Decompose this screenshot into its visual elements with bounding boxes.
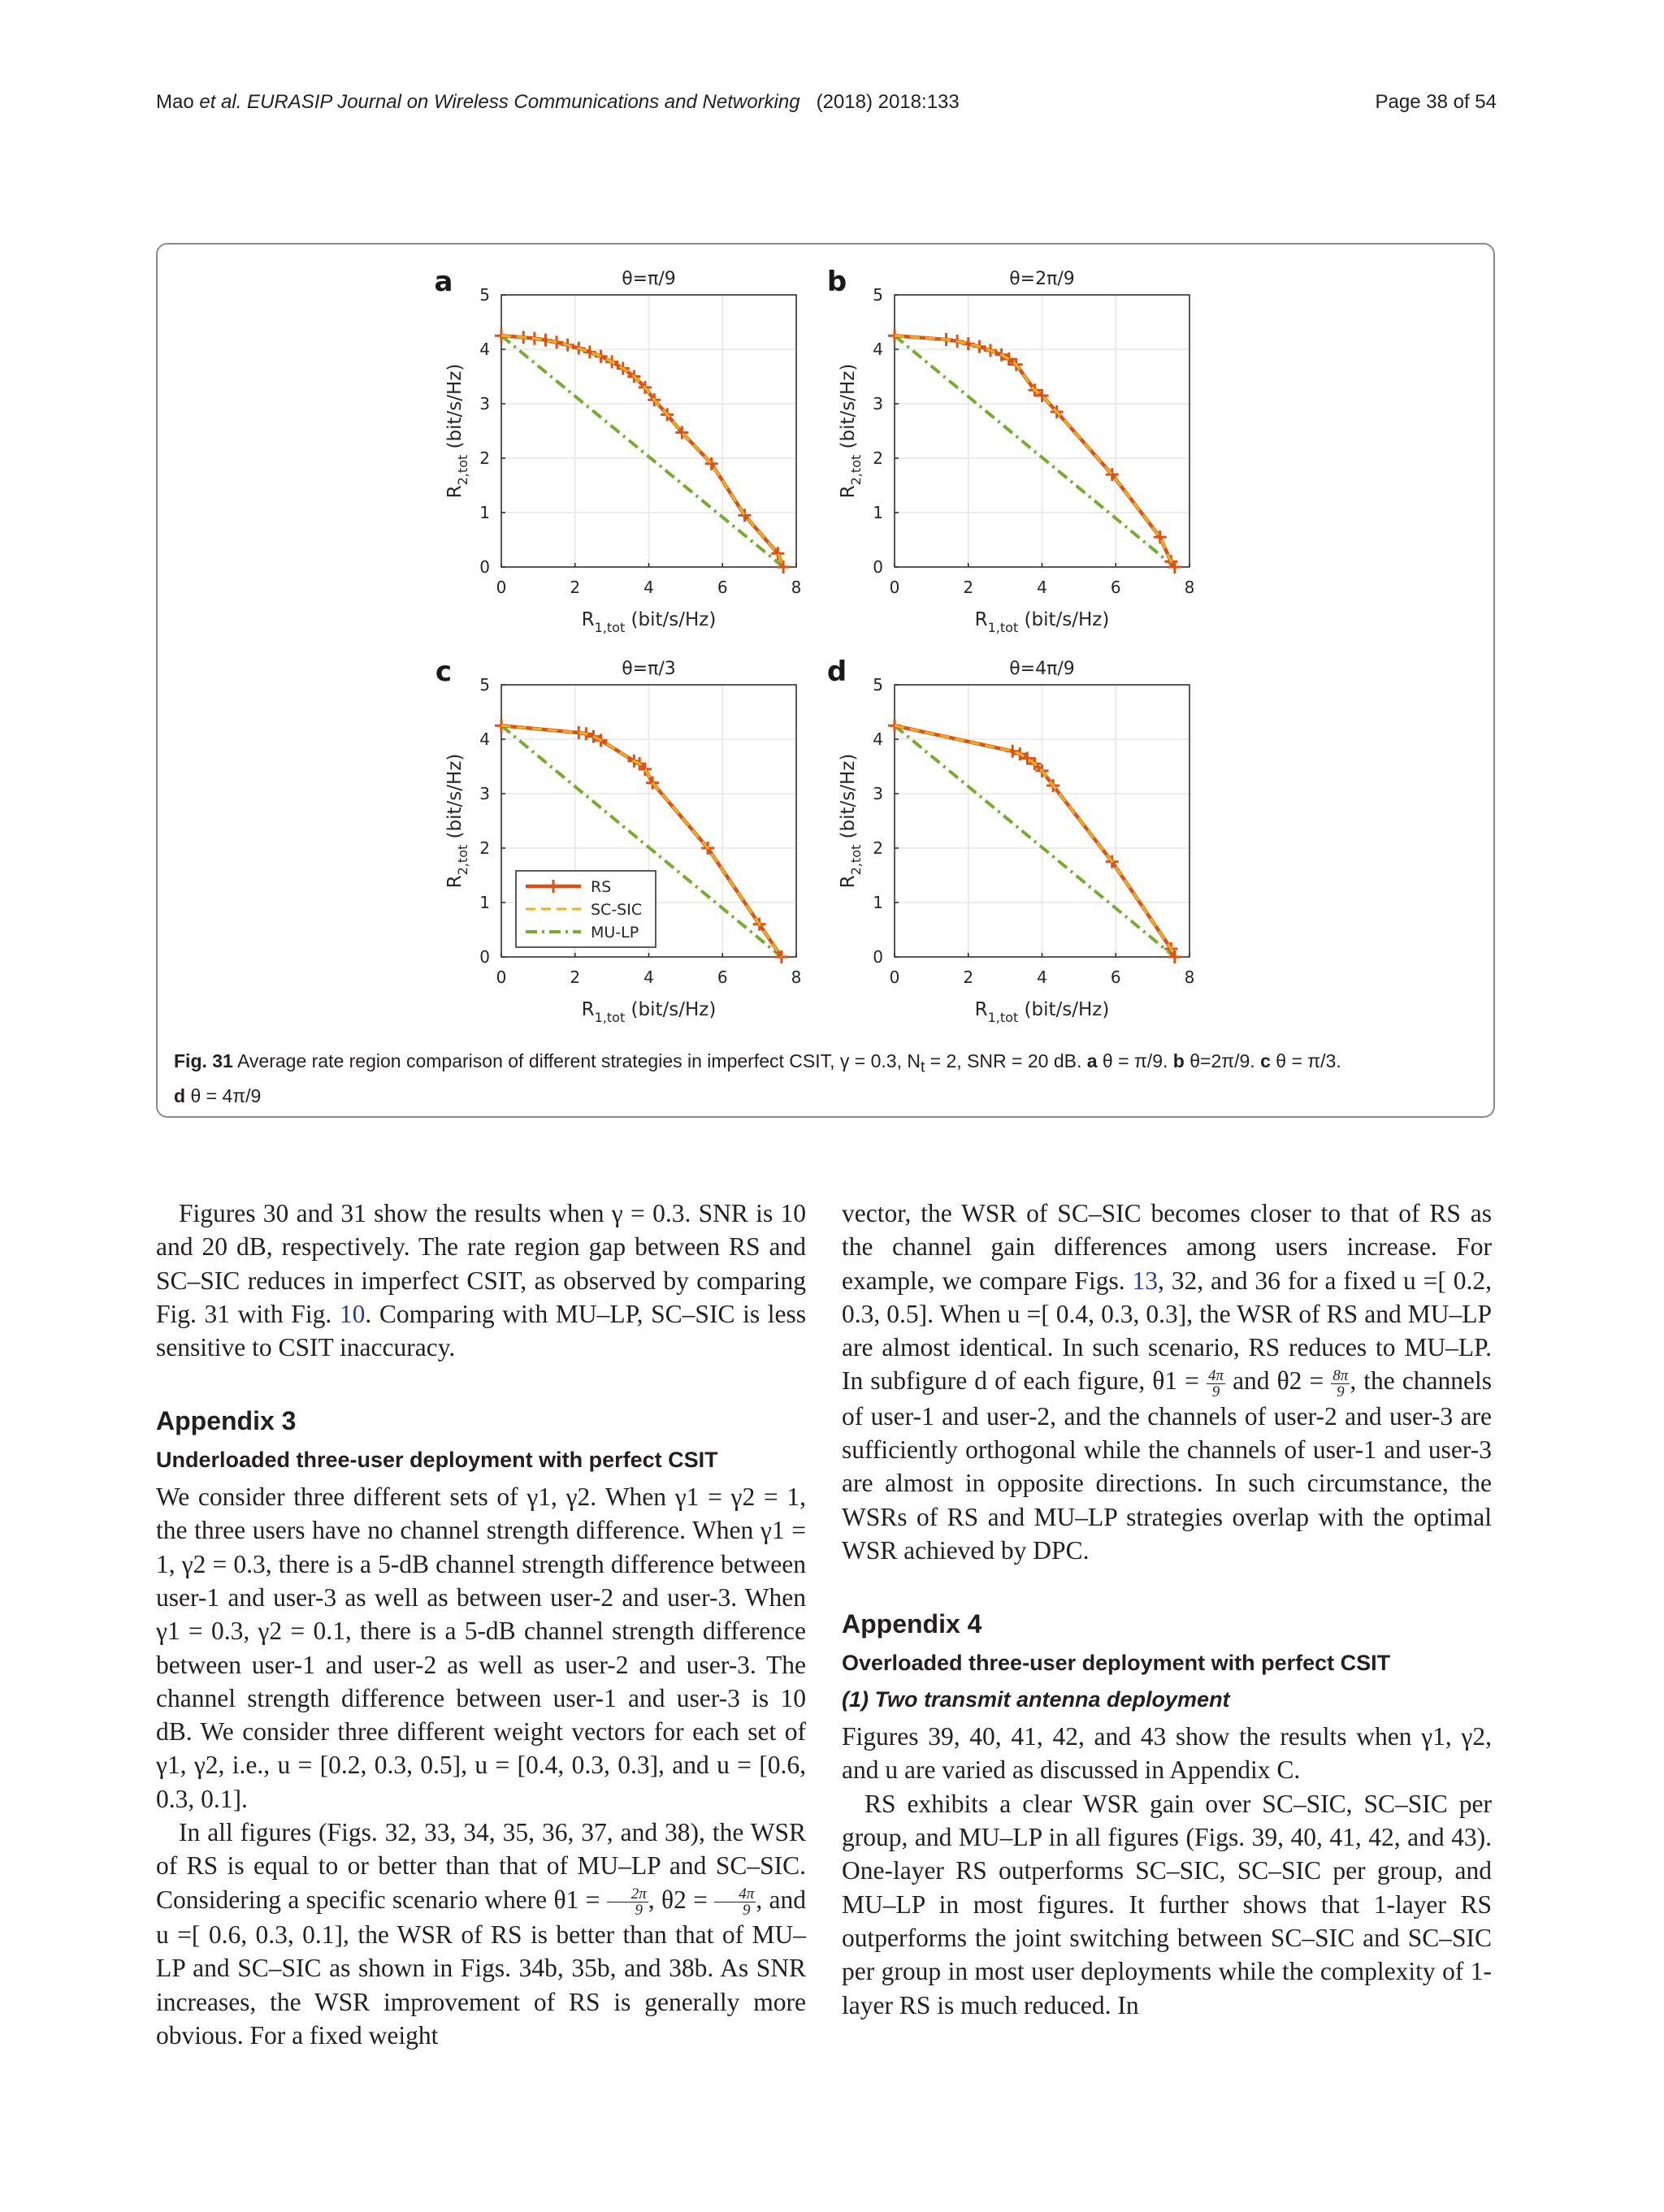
page-number: Page 38 of 54 [1375, 91, 1497, 113]
section-heading: Appendix 4 [842, 1609, 982, 1639]
panel-d-x-axis-label: $R_{1,tot}$ (bit/s/Hz) [974, 999, 1110, 1025]
panel-c-y-tick-label: 3 [479, 784, 490, 803]
paragraph: RS exhibits a clear WSR gain over SC–SIC, SC–SIC per group, and MU–LP in all figures (Figs. 39, 40, 41, 42, and 43). One-layer RS outperforms SC–SIC, SC–SIC per group, and MU–LP in most figures. It further shows that 1-layer RS outperforms the joint switching between SC–SIC and SC–SIC per group in most user deployments while the complexity of 1-layer RS is much reduced. In [842, 1789, 1492, 2019]
panel-d-y-tick-label: 5 [873, 675, 883, 695]
panel-c-y-tick-label: 2 [479, 838, 490, 858]
panel-a-x-tick-label: 2 [570, 578, 581, 597]
panel-c-x-tick-label: 0 [496, 967, 507, 987]
fraction: $\frac{2\pi}{9}$ [607, 1886, 648, 1918]
panel-a-y-tick-label: 0 [479, 557, 490, 577]
panel-c-x-tick-label: 6 [717, 967, 728, 987]
body-column-left [156, 1197, 806, 2052]
panel-b-x-axis-label: $R_{1,tot}$ (bit/s/Hz) [974, 609, 1110, 635]
panel-b-title: θ=2π/9 [1009, 269, 1075, 289]
paragraph: Figures 30 and 31 show the results when γ = 0.3. SNR is 10 and 20 dB, respectively. The rate region gap between RS and SC–SIC reduces in imperfect CSIT, as observed by comparing Fig. 31 with Fig. 10. Comparing with MU–LP, SC–SIC is less sensitive to CSIT inaccuracy. [156, 1199, 806, 1362]
body-column-right [842, 1197, 1492, 2022]
fraction: $\frac{8\pi}{9}$ [1332, 1366, 1349, 1400]
panel-d-x-tick-label: 2 [963, 967, 974, 987]
figure-31 [156, 243, 1495, 1118]
panel-c-y-tick-label: 0 [479, 947, 490, 967]
figure-link[interactable]: 10 [339, 1299, 366, 1328]
section-heading: Appendix 3 [156, 1406, 297, 1436]
panel-b-y-tick-label: 3 [873, 394, 883, 413]
panel-a-x-tick-label: 4 [644, 578, 654, 597]
panel-c-title: θ=π/3 [622, 659, 676, 679]
panel-d-y-axis-label: $R_{2,tot}$ (bit/s/Hz) [838, 753, 864, 889]
panel-b-y-tick-label: 1 [873, 503, 883, 522]
panel-c-x-tick-label: 4 [644, 967, 654, 987]
panel-b-y-tick-label: 4 [873, 340, 883, 359]
panel-a-panel-letter: a [434, 266, 453, 298]
panel-b-y-axis-label: $R_{2,tot}$ (bit/s/Hz) [838, 363, 864, 499]
panel-b-x-tick-label: 8 [1184, 578, 1195, 597]
panel-b-y-tick-label: 0 [873, 557, 883, 577]
panel-b-y-tick-label: 5 [873, 285, 883, 305]
panel-d-y-tick-label: 0 [873, 947, 883, 967]
fraction: $\frac{4\pi}{9}$ [1207, 1366, 1224, 1400]
panel-a-y-tick-label: 4 [479, 340, 490, 359]
panel-c-x-tick-label: 8 [791, 967, 802, 987]
panel-b-x-tick-label: 6 [1110, 578, 1121, 597]
panel-b-x-tick-label: 2 [963, 578, 974, 597]
panel-c-y-tick-label: 4 [479, 729, 490, 749]
panel-b-y-tick-label: 2 [873, 448, 883, 468]
panel-c-legend-label: RS [591, 878, 612, 896]
paragraph: In all figures (Figs. 32, 33, 34, 35, 36, 37, and 38), the WSR of RS is equal to or better than that of MU–LP and SC–SIC. Considering a specific scenario where θ1 = $\frac{2\pi}{9}$ , θ2 = $\frac{4\pi}{9}$ , and u =[ 0.6, 0.3, 0.1], the WSR of RS is better than that of MU–LP and SC–SIC as shown in Figs. 34b, 35b, and 38b. As SNR increases, the WSR improvement of RS is generally more obvious. For a fixed weight [156, 1818, 807, 2050]
panel-c-y-tick-label: 5 [479, 675, 490, 695]
figure-31-plots [158, 245, 1493, 1041]
panel-d-x-tick-label: 6 [1110, 967, 1121, 987]
panel-d-y-tick-label: 2 [873, 838, 883, 858]
panel-d-y-tick-label: 4 [873, 729, 883, 749]
panel-c-x-tick-label: 2 [570, 967, 581, 987]
panel-a-y-axis-label: $R_{2,tot}$ (bit/s/Hz) [444, 363, 470, 499]
panel-a-title: θ=π/9 [622, 269, 676, 289]
panel-c-x-axis-label: $R_{1,tot}$ (bit/s/Hz) [581, 999, 717, 1025]
panel-d-x-tick-label: 8 [1184, 967, 1195, 987]
figure-link[interactable]: 13 [1132, 1266, 1158, 1295]
panel-a-x-axis-label: $R_{1,tot}$ (bit/s/Hz) [581, 609, 717, 635]
paragraph: Figures 39, 40, 41, 42, and 43 show the results when γ1, γ2, and u are varied as discussed in Appendix C. [842, 1722, 1492, 1785]
subsection-heading: Overloaded three-user deployment with perfect CSIT [842, 1650, 1391, 1675]
journal-citation: Mao et al. EURASIP Journal on Wireless Communications and Networking (2018) 2018:133 [156, 91, 960, 113]
panel-c-y-tick-label: 1 [479, 893, 490, 912]
panel-a-x-tick-label: 6 [717, 578, 728, 597]
panel-a-y-tick-label: 1 [479, 503, 490, 522]
panel-a-x-tick-label: 8 [791, 578, 802, 597]
panel-d-x-tick-label: 0 [889, 967, 900, 987]
panel-c-legend-label: SC-SIC [591, 901, 643, 919]
panel-c-panel-letter: c [435, 656, 453, 688]
paragraph: vector, the WSR of SC–SIC becomes closer to that of RS as the channel gain differences among users increase. For example, we compare Figs. 13, 32, and 36 for a fixed u =[ 0.2, 0.3, 0.5]. When u =[ 0.4, 0.3, 0.3], the WSR of RS and MU–LP are almost identical. In such scenario, RS reduces to MU–LP. In subfigure d of each figure, θ1 = $\frac{4\pi}{9}$ and θ2 = $\frac{8\pi}{9}$ , the channels of user-1 and user-2, and the channels of user-2 and user-3 are sufficiently orthogonal while the channels of user-1 and user-3 are almost in opposite directions. In such circumstance, the WSRs of RS and MU–LP strategies overlap with the optimal WSR achieved by DPC. [842, 1199, 1493, 1565]
panel-c-legend-label: MU-LP [591, 924, 639, 942]
running-head [156, 91, 1497, 123]
subsection-heading: Underloaded three-user deployment with perfect CSIT [156, 1447, 718, 1472]
panel-b-panel-letter: b [826, 266, 847, 298]
panel-d-y-tick-label: 1 [873, 893, 883, 912]
panel-d-x-tick-label: 4 [1037, 967, 1047, 987]
panel-a-y-tick-label: 5 [479, 285, 490, 305]
panel-d-title: θ=4π/9 [1009, 659, 1075, 679]
panel-a-x-tick-label: 0 [496, 578, 507, 597]
panel-b-x-tick-label: 4 [1037, 578, 1047, 597]
paragraph: We consider three different sets of γ1, γ2. When γ1 = γ2 = 1, the three users have no channel strength difference. When γ1 = 1, γ2 = 0.3, there is a 5-dB channel strength difference between user-1 and user-3 as well as between user-2 and user-3. When γ1 = 0.3, γ2 = 0.1, there is a 5-dB channel strength difference between user-1 and user-2 as well as user-2 and user-3. The channel strength difference between user-1 and user-3 is 10 dB. We consider three different weight vectors for each set of γ1, γ2, i.e., u = [0.2, 0.3, 0.5], u = [0.4, 0.3, 0.3], and u = [0.6, 0.3, 0.1]. [156, 1483, 806, 1813]
fraction: $\frac{4\pi}{9}$ [714, 1886, 756, 1918]
panel-a-y-tick-label: 3 [479, 394, 490, 413]
figure-caption: Fig. 31 Average rate region comparison of different strategies in imperfect CSIT, γ = 0.3, $N_t = 2$, SNR = 20 dB. a θ = π/9. b θ=2π/9. c θ = π/3. d θ = 4π/9 [174, 1050, 1341, 1106]
panel-d-panel-letter: d [826, 656, 847, 688]
subsubsection-heading: (1) Two transmit antenna deployment [842, 1686, 1230, 1712]
panel-a-y-tick-label: 2 [479, 448, 490, 468]
panel-d-y-tick-label: 3 [873, 784, 883, 803]
panel-b-x-tick-label: 0 [889, 578, 900, 597]
panel-c-y-axis-label: $R_{2,tot}$ (bit/s/Hz) [444, 753, 470, 889]
